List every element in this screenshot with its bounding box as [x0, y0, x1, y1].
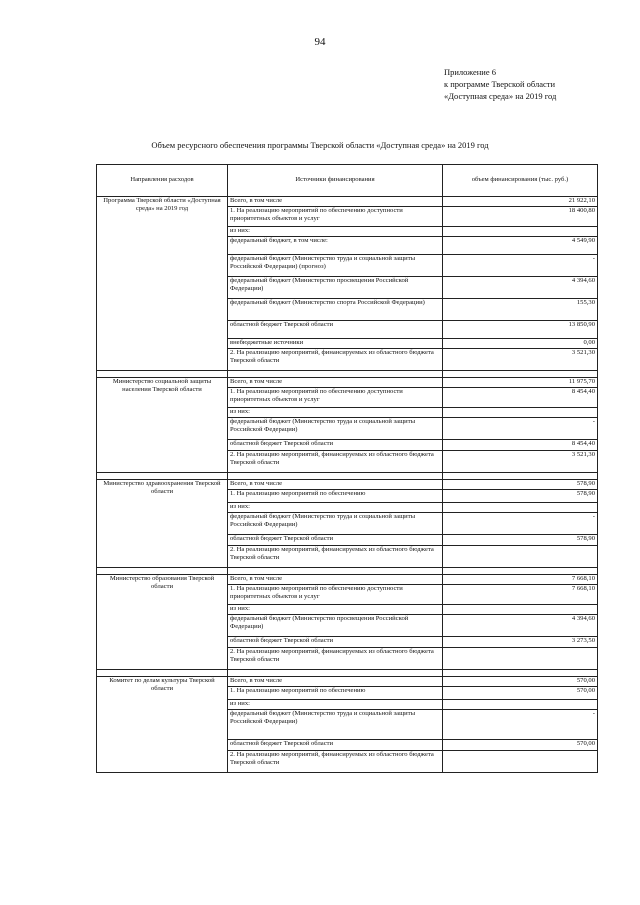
- spacer-cell: [443, 670, 598, 677]
- source-cell: федеральный бюджет (Министерство труда и социальной защиты Российской Федерации) (прогноз): [228, 255, 443, 277]
- amount-cell: [443, 648, 598, 670]
- source-cell: 2. На реализацию мероприятий, финансируемых из областного бюджета Тверской области: [228, 546, 443, 568]
- amount-cell: 3 521,30: [443, 451, 598, 473]
- group-spacer: [97, 670, 598, 677]
- source-cell: Всего, в том числе: [228, 677, 443, 687]
- direction-cell: Комитет по делам культуры Тверской области: [97, 677, 228, 773]
- amount-cell: 578,90: [443, 480, 598, 490]
- spacer-cell: [228, 371, 443, 378]
- amount-cell: 3 273,50: [443, 637, 598, 648]
- spacer-cell: [228, 473, 443, 480]
- amount-cell: 13 850,90: [443, 321, 598, 339]
- source-cell: областной бюджет Тверской области: [228, 535, 443, 546]
- spacer-cell: [97, 670, 228, 677]
- source-cell: Всего, в том числе: [228, 197, 443, 207]
- spacer-cell: [97, 371, 228, 378]
- spacer-cell: [97, 473, 228, 480]
- source-cell: из них:: [228, 227, 443, 237]
- source-cell: федеральный бюджет (Министерство труда и социальной защиты Российской Федерации): [228, 710, 443, 740]
- amount-cell: 570,00: [443, 740, 598, 751]
- amount-cell: 11 975,70: [443, 378, 598, 388]
- amount-cell: 578,90: [443, 490, 598, 503]
- amount-cell: 570,00: [443, 687, 598, 700]
- amount-cell: 4 549,90: [443, 237, 598, 255]
- amount-cell: -: [443, 513, 598, 535]
- amount-cell: 21 922,10: [443, 197, 598, 207]
- spacer-cell: [228, 568, 443, 575]
- amount-cell: 3 521,30: [443, 349, 598, 371]
- table-row: [97, 480, 598, 490]
- source-cell: из них:: [228, 605, 443, 615]
- source-cell: областной бюджет Тверской области: [228, 637, 443, 648]
- source-cell: 1. На реализацию мероприятий по обеспечению доступности приоритетных объектов и услуг: [228, 207, 443, 227]
- group-spacer: [97, 473, 598, 480]
- source-cell: федеральный бюджет (Министерство труда и социальной защиты Российской Федерации): [228, 513, 443, 535]
- amount-cell: -: [443, 710, 598, 740]
- amount-cell: 0,00: [443, 339, 598, 349]
- direction-cell: Министерство социальной защиты населения Тверской области: [97, 378, 228, 473]
- source-cell: Всего, в том числе: [228, 480, 443, 490]
- amount-cell: 8 454,40: [443, 440, 598, 451]
- amount-cell: [443, 605, 598, 615]
- amount-cell: [443, 503, 598, 513]
- source-cell: из них:: [228, 503, 443, 513]
- source-cell: 1. На реализацию мероприятий по обеспечению доступности приоритетных объектов и услуг: [228, 585, 443, 605]
- amount-cell: -: [443, 418, 598, 440]
- amount-cell: 4 394,60: [443, 277, 598, 299]
- appendix-line-3: «Доступная среда» на 2019 год: [444, 91, 557, 101]
- source-cell: 1. На реализацию мероприятий по обеспечению доступности приоритетных объектов и услуг: [228, 388, 443, 408]
- source-cell: федеральный бюджет (Министерство спорта Российской Федерации): [228, 299, 443, 321]
- amount-cell: 4 394,60: [443, 615, 598, 637]
- source-cell: Всего, в том числе: [228, 575, 443, 585]
- amount-cell: [443, 227, 598, 237]
- appendix-header: [444, 66, 556, 102]
- amount-cell: [443, 408, 598, 418]
- source-cell: из них:: [228, 408, 443, 418]
- header-direction: Направления расходов: [97, 165, 228, 197]
- amount-cell: -: [443, 255, 598, 277]
- source-cell: 1. На реализацию мероприятий по обеспечению: [228, 490, 443, 503]
- spacer-cell: [443, 371, 598, 378]
- source-cell: Всего, в том числе: [228, 378, 443, 388]
- table-header-row: [97, 165, 598, 197]
- page-number: 94: [314, 36, 326, 48]
- table-row: [97, 197, 598, 207]
- source-cell: 1. На реализацию мероприятий по обеспечению: [228, 687, 443, 700]
- direction-cell: Министерство образования Тверской области: [97, 575, 228, 670]
- amount-cell: 155,30: [443, 299, 598, 321]
- source-cell: из них:: [228, 700, 443, 710]
- source-cell: областной бюджет Тверской области: [228, 321, 443, 339]
- source-cell: 2. На реализацию мероприятий, финансируемых из областного бюджета Тверской области: [228, 648, 443, 670]
- appendix-line-2: к программе Тверской области: [444, 79, 556, 89]
- header-source: Источники финансирования: [228, 165, 443, 197]
- source-cell: 2. На реализацию мероприятий, финансируемых из областного бюджета Тверской области: [228, 349, 443, 371]
- source-cell: 2. На реализацию мероприятий, финансируемых из областного бюджета Тверской области: [228, 451, 443, 473]
- source-cell: федеральный бюджет (Министерство просвещения Российской Федерации): [228, 277, 443, 299]
- source-cell: областной бюджет Тверской области: [228, 440, 443, 451]
- appendix-line-1: Приложение 6: [444, 67, 496, 77]
- direction-cell: Министерство здравоохранения Тверской области: [97, 480, 228, 568]
- source-cell: областной бюджет Тверской области: [228, 740, 443, 751]
- spacer-cell: [97, 568, 228, 575]
- amount-cell: 18 400,80: [443, 207, 598, 227]
- group-spacer: [97, 371, 598, 378]
- spacer-cell: [228, 670, 443, 677]
- source-cell: федеральный бюджет (Министерство труда и социальной защиты Российской Федерации): [228, 418, 443, 440]
- source-cell: федеральный бюджет (Министерство просвещения Российской Федерации): [228, 615, 443, 637]
- table-row: [97, 378, 598, 388]
- table-row: [97, 575, 598, 585]
- amount-cell: 578,90: [443, 535, 598, 546]
- amount-cell: 570,00: [443, 677, 598, 687]
- table-row: [97, 677, 598, 687]
- source-cell: 2. На реализацию мероприятий, финансируемых из областного бюджета Тверской области: [228, 751, 443, 773]
- table-body: [97, 197, 598, 773]
- source-cell: федеральный бюджет, в том числе:: [228, 237, 443, 255]
- group-spacer: [97, 568, 598, 575]
- document-title: Объем ресурсного обеспечения программы Тверской области «Доступная среда» на 2019 год: [151, 140, 489, 150]
- spacer-cell: [443, 568, 598, 575]
- spacer-cell: [443, 473, 598, 480]
- amount-cell: 8 454,40: [443, 388, 598, 408]
- amount-cell: [443, 700, 598, 710]
- amount-cell: [443, 751, 598, 773]
- resource-table: [96, 164, 598, 773]
- header-amount: объем финансирования (тыс. руб.): [443, 165, 598, 197]
- direction-cell: Программа Тверской области «Доступная среда» на 2019 год: [97, 197, 228, 371]
- amount-cell: [443, 546, 598, 568]
- amount-cell: 7 668,10: [443, 575, 598, 585]
- source-cell: внебюджетные источники: [228, 339, 443, 349]
- amount-cell: 7 668,10: [443, 585, 598, 605]
